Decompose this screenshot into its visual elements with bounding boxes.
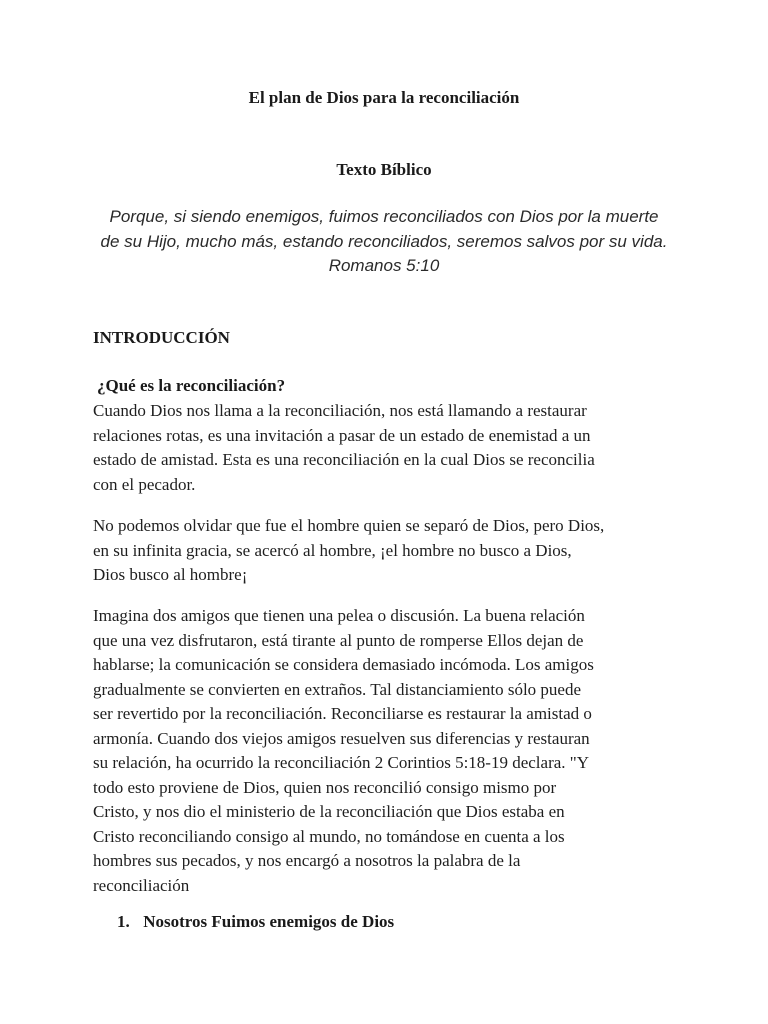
paragraph-line: Cuando Dios nos llama a la reconciliación, nos está llamando a restaurar bbox=[93, 401, 587, 420]
paragraph-line: Cristo reconciliando consigo al mundo, no tomándose en cuenta a los bbox=[93, 826, 565, 846]
paragraph bbox=[93, 399, 595, 497]
verse-reference: Romanos 5:10 bbox=[328, 256, 440, 275]
paragraph-line: su relación, ha ocurrido la reconciliación 2 Corintios 5:18-19 declara. "Y bbox=[93, 753, 589, 772]
numbered-list-item bbox=[117, 912, 394, 932]
paragraph-line: Imagina dos amigos que tienen una pelea o discusión. La buena relación bbox=[93, 606, 585, 625]
list-number: 1. bbox=[117, 912, 130, 931]
section-subtitle: Texto Bíblico bbox=[336, 160, 432, 179]
bible-verse bbox=[0, 205, 768, 279]
paragraph-line: todo esto proviene de Dios, quien nos reconcilió consigo mismo por bbox=[93, 777, 557, 797]
paragraph bbox=[93, 604, 594, 898]
section-heading: INTRODUCCIÓN bbox=[93, 328, 230, 347]
paragraph-line: armonía. Cuando dos viejos amigos resuelven sus diferencias y restauran bbox=[93, 728, 590, 748]
paragraph-line: reconciliación bbox=[93, 875, 190, 895]
document-title: El plan de Dios para la reconciliación bbox=[248, 88, 520, 107]
paragraph-line: en su infinita gracia, se acercó al hombre, ¡el hombre no busco a Dios, bbox=[93, 540, 572, 560]
paragraph-line: hombres sus pecados, y nos encargó a nosotros la palabra de la bbox=[93, 851, 521, 870]
verse-line: de su Hijo, mucho más, estando reconciliados, seremos salvos por su vida. bbox=[100, 231, 668, 251]
paragraph-line: gradualmente se convierten en extraños. Tal distanciamiento sólo puede bbox=[93, 679, 582, 699]
paragraph-line: estado de amistad. Esta es una reconciliación en la cual Dios se reconcilia bbox=[93, 450, 595, 469]
paragraph-line: que una vez disfrutaron, está tirante al punto de romperse Ellos dejan de bbox=[93, 630, 584, 650]
question-heading: ¿Qué es la reconciliación? bbox=[97, 376, 286, 395]
paragraph-line: ser revertido por la reconciliación. Reconciliarse es restaurar la amistad o bbox=[93, 704, 592, 723]
list-item-text: Nosotros Fuimos enemigos de Dios bbox=[143, 912, 395, 931]
paragraph-line: Cristo, y nos dio el ministerio de la reconciliación que Dios estaba en bbox=[93, 802, 565, 821]
paragraph-line: con el pecador. bbox=[93, 474, 196, 494]
paragraph-line: hablarse; la comunicación se considera demasiado incómoda. Los amigos bbox=[93, 655, 594, 674]
paragraph-line: relaciones rotas, es una invitación a pasar de un estado de enemistad a un bbox=[93, 425, 591, 445]
paragraph-line: Dios busco al hombre¡ bbox=[93, 565, 248, 584]
paragraph-line: No podemos olvidar que fue el hombre quien se separó de Dios, pero Dios, bbox=[93, 516, 605, 535]
verse-line: Porque, si siendo enemigos, fuimos reconciliados con Dios por la muerte bbox=[109, 207, 659, 226]
paragraph bbox=[93, 514, 604, 588]
